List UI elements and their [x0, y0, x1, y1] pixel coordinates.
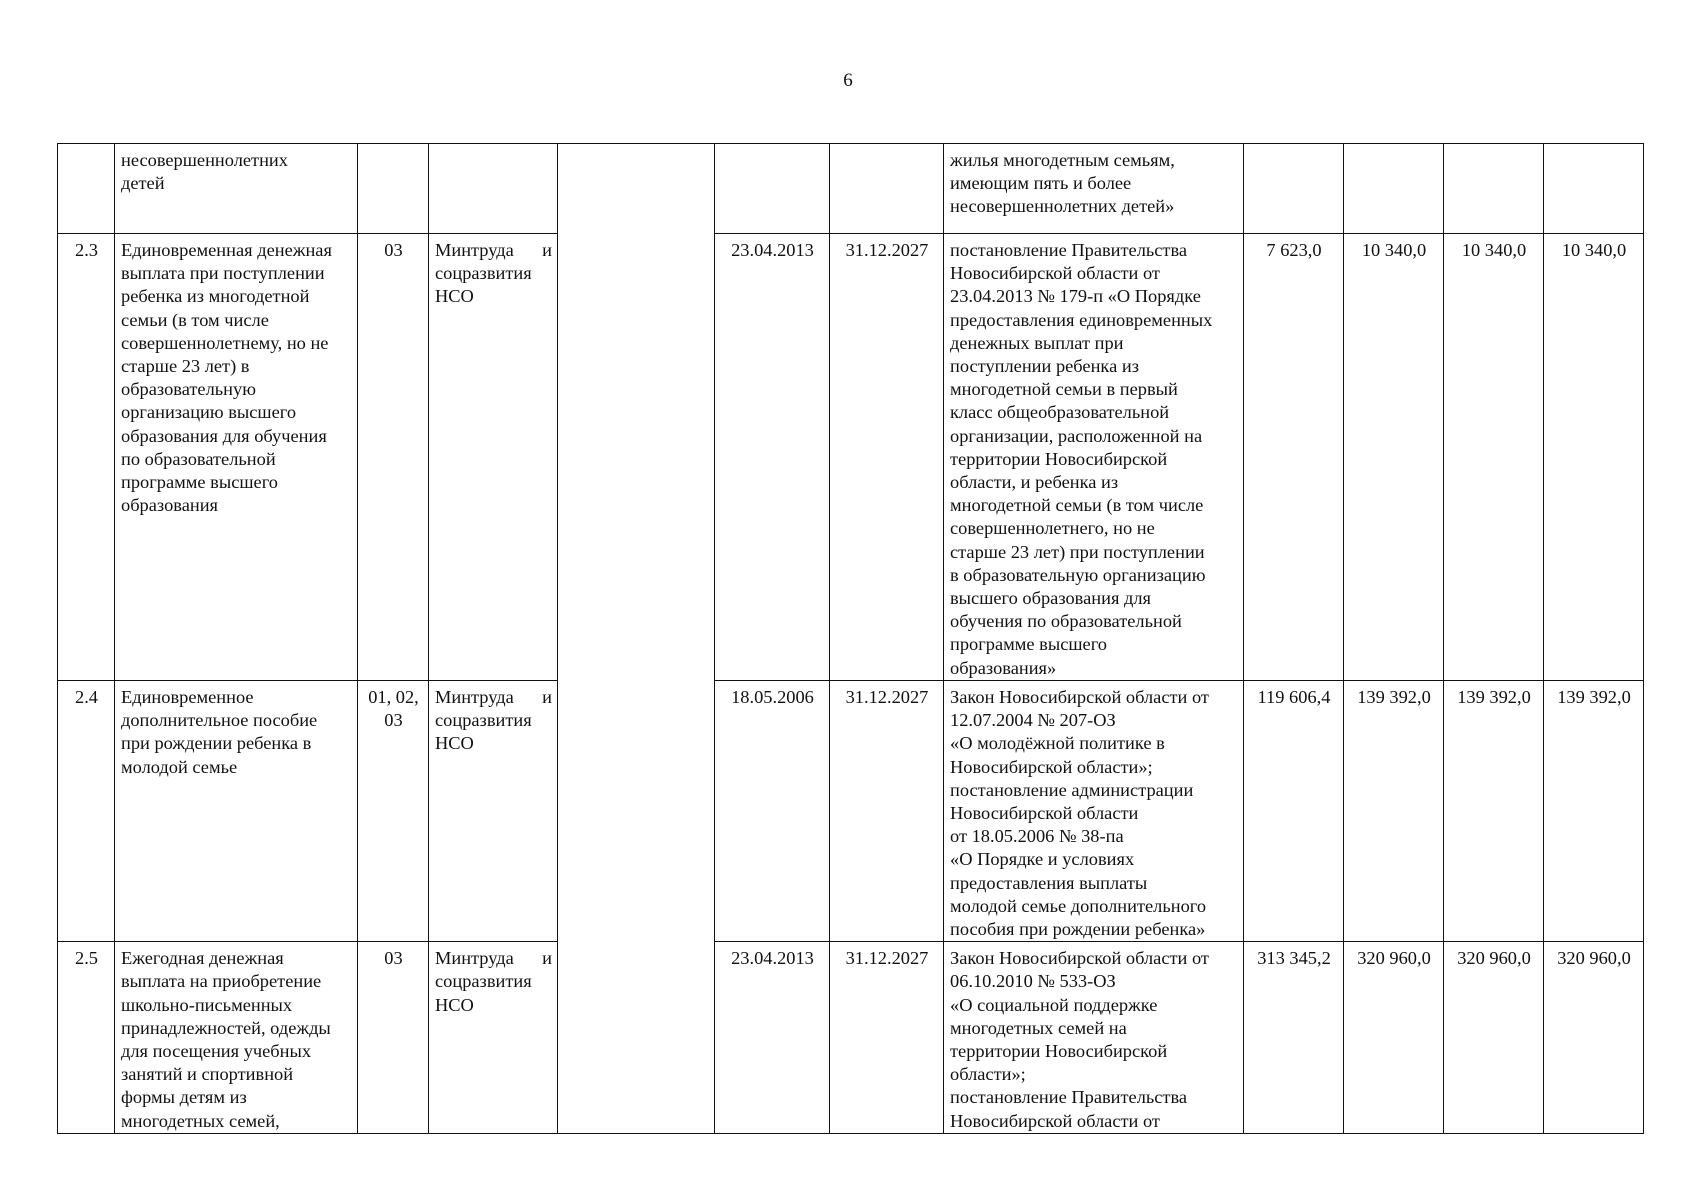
amount-year-2	[1344, 144, 1444, 234]
page-number: 6	[843, 70, 853, 91]
measure-name: Единовременное дополнительное пособие при рождении ребенка в молодой семье	[115, 681, 358, 942]
legal-basis: жилья многодетным семьям, имеющим пять и более несовершеннолетних детей»	[944, 144, 1244, 234]
row-number: 2.4	[58, 681, 115, 942]
amount-year-3: 10 340,0	[1444, 234, 1544, 681]
amount-year-4: 139 392,0	[1544, 681, 1644, 942]
table-row	[58, 234, 1644, 681]
amount-year-3	[1444, 144, 1544, 234]
measure-name: Ежегодная денежная выплата на приобретение школьно-письменных принадлежностей, одежды для посещения учебных занятий и спортивной формы детям из многодетных семей,	[115, 942, 358, 1134]
amount-year-2: 139 392,0	[1344, 681, 1444, 942]
budget-code: 01, 02, 03	[358, 681, 429, 942]
measure-name: несовершеннолетних детей	[115, 144, 358, 234]
table-row	[58, 681, 1644, 942]
empty-merged-cell	[558, 144, 715, 1134]
legal-basis: Закон Новосибирской области от 06.10.2010 № 533-ОЗ «О социальной поддержке многодетных семей на территории Новосибирской области»; постановление Правительства Новосибирской области от	[944, 942, 1244, 1134]
amount-year-3: 139 392,0	[1444, 681, 1544, 942]
amount-year-3: 320 960,0	[1444, 942, 1544, 1134]
measure-name: Единовременная денежная выплата при поступлении ребенка из многодетной семьи (в том числе совершеннолетнему, но не старше 23 лет) в образовательную организацию высшего образования для обучения по образовательной программе высшего образования	[115, 234, 358, 681]
row-number: 2.5	[58, 942, 115, 1134]
measures-table	[57, 143, 1644, 1134]
start-date: 23.04.2013	[715, 234, 830, 681]
budget-code	[358, 144, 429, 234]
end-date: 31.12.2027	[830, 942, 944, 1134]
amount-year-1: 119 606,4	[1244, 681, 1344, 942]
amount-year-2: 10 340,0	[1344, 234, 1444, 681]
amount-year-2: 320 960,0	[1344, 942, 1444, 1134]
executor	[429, 144, 558, 234]
row-number: 2.3	[58, 234, 115, 681]
amount-year-4: 320 960,0	[1544, 942, 1644, 1134]
start-date: 18.05.2006	[715, 681, 830, 942]
amount-year-4: 10 340,0	[1544, 234, 1644, 681]
end-date: 31.12.2027	[830, 681, 944, 942]
executor: Минтруда и соцразвития НСО	[429, 942, 558, 1134]
amount-year-1: 7 623,0	[1244, 234, 1344, 681]
table-row	[58, 942, 1644, 1134]
table-row	[58, 144, 1644, 234]
legal-basis: Закон Новосибирской области от 12.07.2004 № 207-ОЗ «О молодёжной политике в Новосибирской области»; постановление администрации Новосибирской области от 18.05.2006 № 38-па «О Порядке и условиях предоставления выплаты молодой семье дополнительного пособия при рождении ребенка»	[944, 681, 1244, 942]
executor: Минтруда и соцразвития НСО	[429, 681, 558, 942]
start-date	[715, 144, 830, 234]
amount-year-1: 313 345,2	[1244, 942, 1344, 1134]
budget-code: 03	[358, 942, 429, 1134]
end-date: 31.12.2027	[830, 234, 944, 681]
start-date: 23.04.2013	[715, 942, 830, 1134]
executor: Минтруда и соцразвития НСО	[429, 234, 558, 681]
amount-year-4	[1544, 144, 1644, 234]
end-date	[830, 144, 944, 234]
row-number	[58, 144, 115, 234]
budget-code: 03	[358, 234, 429, 681]
legal-basis: постановление Правительства Новосибирской области от 23.04.2013 № 179-п «О Порядке предоставления единовременных денежных выплат при поступлении ребенка из многодетной семьи в первый класс общеобразовательной организации, расположенной на территории Новосибирской области, и ребенка из многодетной семьи (в том числе совершеннолетнего, но не старше 23 лет) при поступлении в образовательную организацию высшего образования для обучения по образовательной программе высшего образования»	[944, 234, 1244, 681]
amount-year-1	[1244, 144, 1344, 234]
